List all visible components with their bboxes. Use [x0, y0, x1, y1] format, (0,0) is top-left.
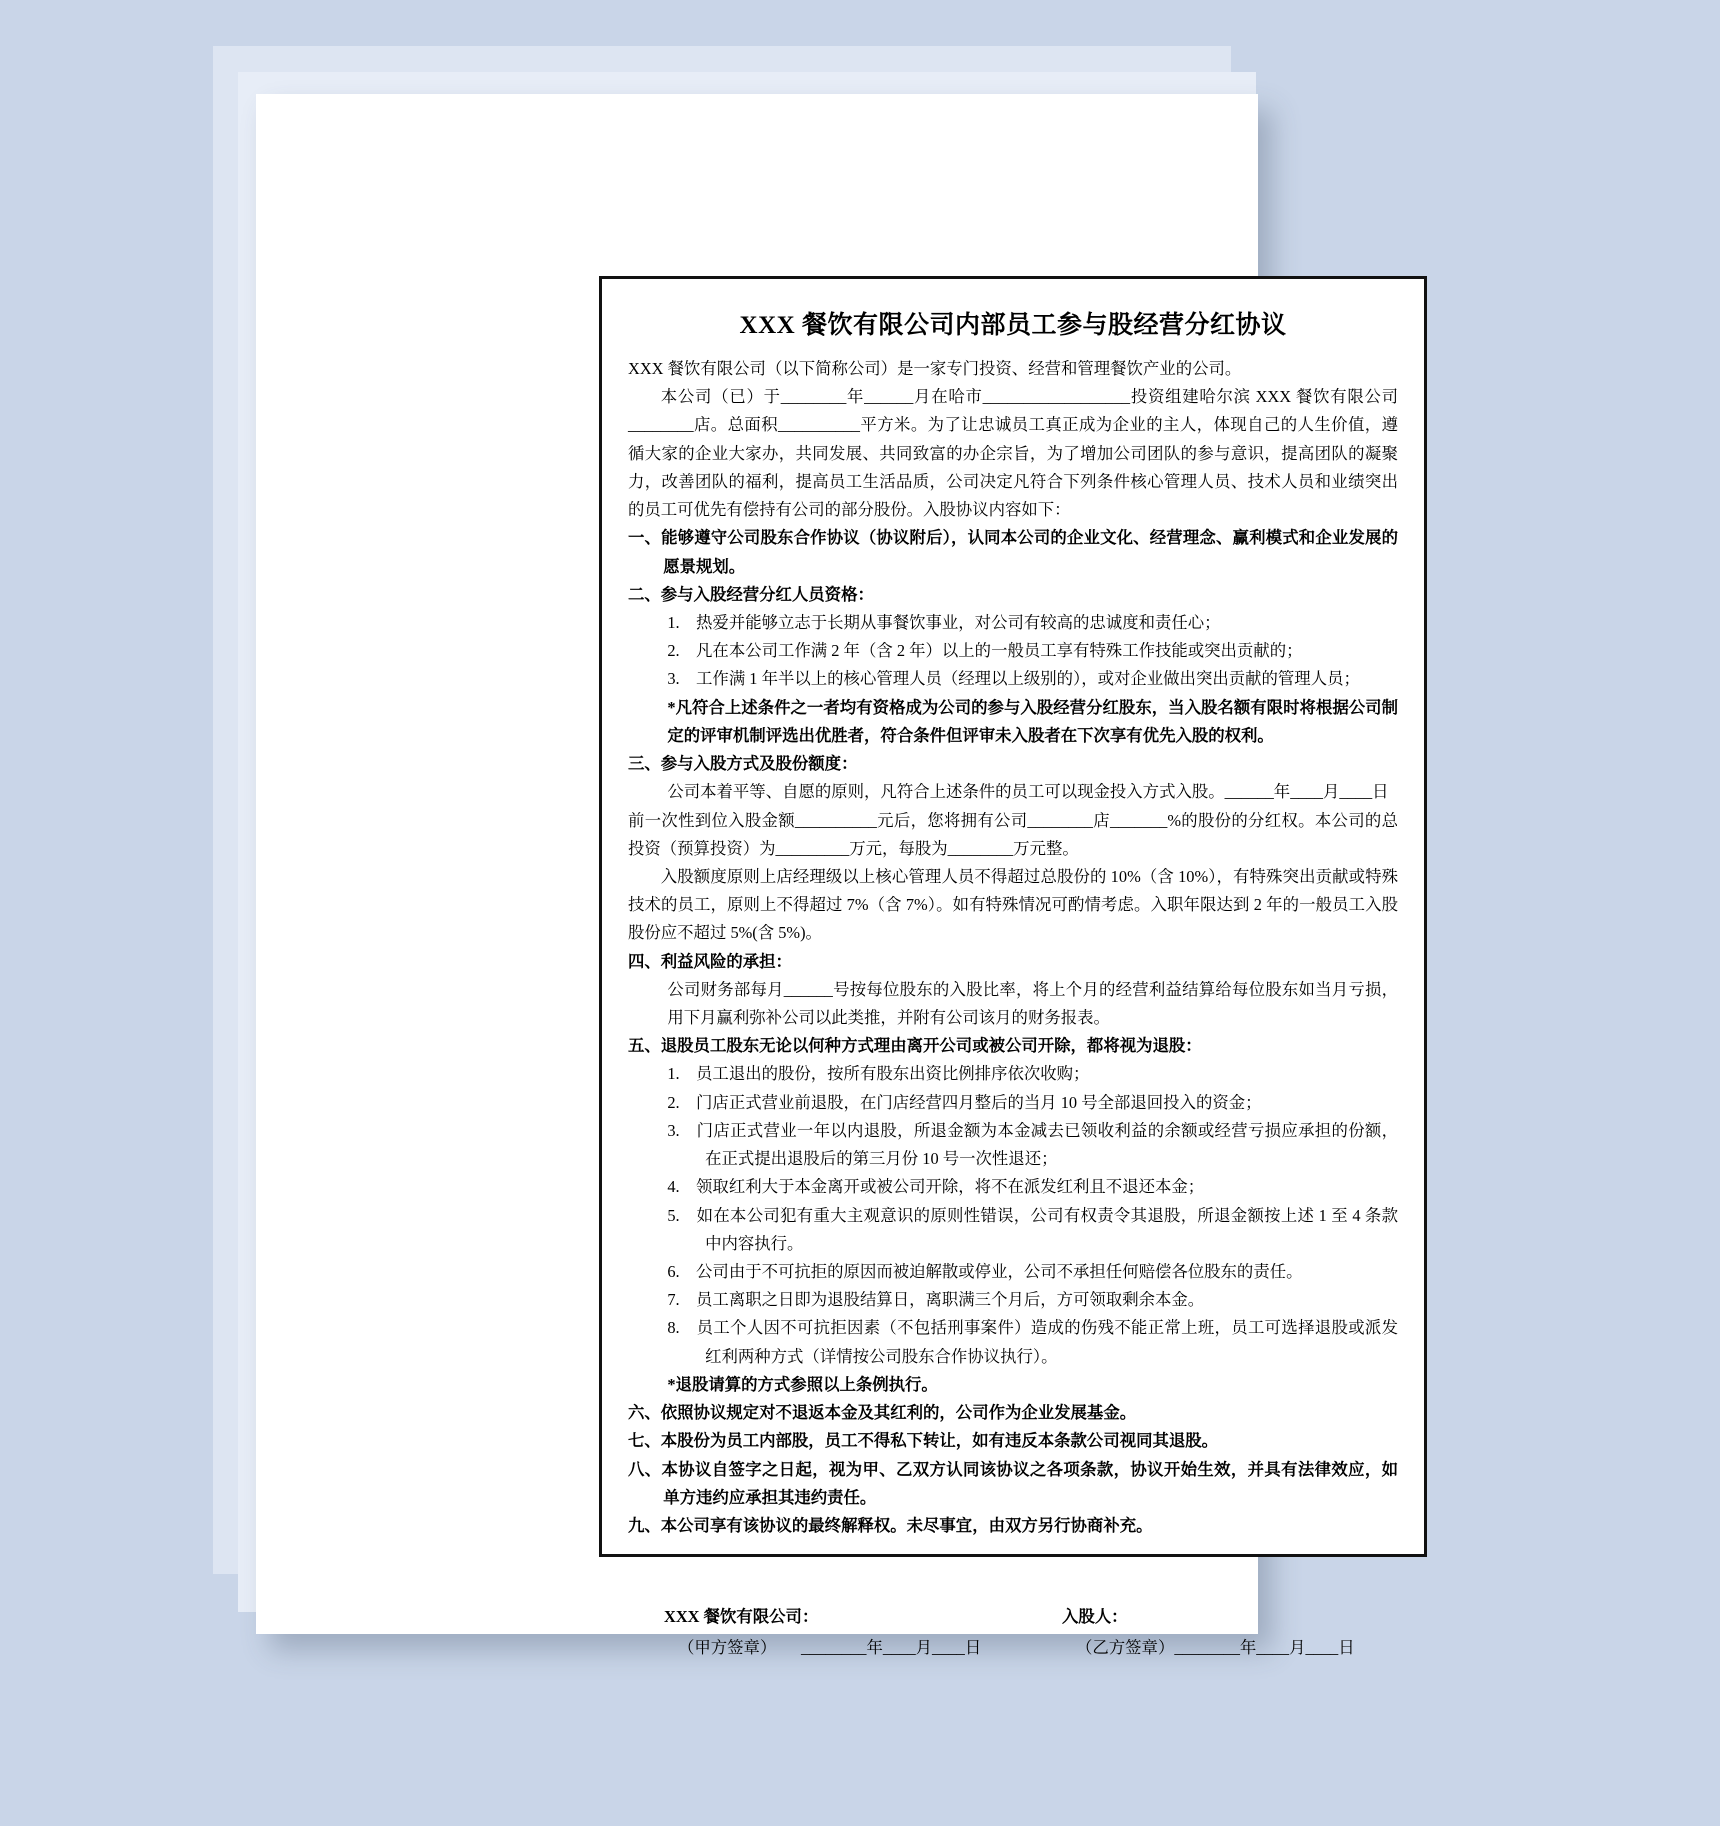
clause-6-text: 依照协议规定对不退返本金及其红利的，公司作为企业发展基金。 — [660, 1403, 1137, 1423]
party-b-name: 入股人： — [1062, 1607, 1128, 1627]
clause-2-subitem-1: 1. 热爱并能够立志于长期从事餐饮事业，对公司有较高的忠诚度和责任心； — [667, 612, 1221, 632]
party-a-date-blank[interactable]: ________年____月____日 — [800, 1637, 982, 1657]
clause-4 — [628, 948, 1398, 976]
clause-5-note: *退股请算的方式参照以上条例执行。 — [667, 1374, 938, 1394]
clause-9 — [628, 1512, 1398, 1540]
clause-4-paragraph-1: 公司财务部每月______号按每位股东的入股比率，将上个月的经营利益结算给每位股东如当月亏损，用下月赢利弥补公司以此类推，并附有公司该月的财务报表。 — [667, 979, 1398, 1028]
signature-seal-row — [664, 1633, 1398, 1663]
clause-5-subitem-8: 8. 员工个人因不可抗拒因素（不包括刑事案件）造成的伤残不能正常上班，员工可选择退股或派发红利两种方式（详情按公司股东合作协议执行）。 — [667, 1318, 1398, 1366]
clause-6-marker: 六、 — [628, 1403, 661, 1423]
signature-names-row — [664, 1602, 1398, 1632]
clause-5-marker: 五、 — [628, 1036, 661, 1056]
clause-2-text: 参与入股经营分红人员资格： — [660, 584, 874, 604]
document-body — [602, 279, 1424, 1657]
clause-9-marker: 九、 — [628, 1515, 661, 1535]
clause-3-text: 参与入股方式及股份额度： — [660, 754, 858, 774]
party-a-seal-label: （甲方签章） — [678, 1637, 777, 1657]
clause-5-subitem-2: 2. 门店正式营业前退股，在门店经营四月整后的当月 10 号全部退回投入的资金； — [667, 1092, 1262, 1112]
party-a-seal-line — [664, 1633, 1076, 1663]
clause-7-marker: 七、 — [628, 1431, 661, 1451]
clause-2-subitem-3: 3. 工作满 1 年半以上的核心管理人员（经理以上级别的），或对企业做出突出贡献的管理人员； — [667, 669, 1360, 689]
clause-4-text: 利益风险的承担： — [660, 951, 792, 971]
clause-3-paragraph-1: 公司本着平等、自愿的原则，凡符合上述条件的员工可以现金投入方式入股。______年____月____日 — [667, 782, 1389, 802]
clause-1-marker: 一、 — [628, 528, 662, 548]
clause-9-text: 本公司享有该协议的最终解释权。未尽事宜，由双方另行协商补充。 — [660, 1515, 1153, 1535]
clause-5-subitem-1: 1. 员工退出的股份，按所有股东出资比例排序依次收购； — [667, 1064, 1090, 1084]
clause-8-text: 本协议自签字之日起，视为甲、乙双方认同该协议之各项条款，协议开始生效，并具有法律效应，如单方违约应承担其违约责任。 — [661, 1459, 1399, 1507]
party-b-date-blank[interactable]: ________年____月____日 — [1174, 1637, 1355, 1657]
signature-block — [628, 1602, 1398, 1663]
intro-paragraph-2: 本公司（已）于________年______月在哈市__________________投资组建哈尔滨 XXX 餐饮有限公司________店。总面积__________平方米。为了让忠诚员工真正成为企业的主人，体现自己的人生价值，遵循大家的企业大家办，共同发展、共同致富的办企宗旨，为了增加公司团队的参与意识，提高团队的凝聚力，改善团队的福利，提高员工生活品质，公司决定凡符合下列条件核心管理人员、技术人员和业绩突出的员工可优先有偿持有公司的部分股份。入股协议内容如下： — [628, 387, 1398, 520]
clause-5-subitem-5: 5. 如在本公司犯有重大主观意识的原则性错误，公司有权责令其退股，所退金额按上述 1 至 4 条款中内容执行。 — [667, 1205, 1398, 1253]
clause-2-subitem-2: 2. 凡在本公司工作满 2 年（含 2 年）以上的一般员工享有特殊工作技能或突出贡献的； — [667, 641, 1303, 661]
party-b-seal-label: （乙方签章） — [1076, 1637, 1175, 1657]
clause-8-marker: 八、 — [628, 1459, 662, 1479]
clause-3 — [628, 750, 1398, 778]
clause-5-subitem-4: 4. 领取红利大于本金离开或被公司开除，将不在派发红利且不退还本金； — [667, 1177, 1205, 1197]
clause-3-marker: 三、 — [628, 754, 661, 774]
clause-1-text: 能够遵守公司股东合作协议（协议附后），认同本公司的企业文化、经营理念、赢利模式和企业发展的愿景规划。 — [661, 528, 1398, 576]
clause-6 — [628, 1399, 1398, 1427]
intro-paragraph-1: XXX 餐饮有限公司（以下简称公司）是一家专门投资、经营和管理餐饮产业的公司。 — [628, 359, 1242, 378]
clause-2-marker: 二、 — [628, 584, 661, 604]
clause-1 — [628, 524, 1398, 580]
clause-5-text: 退股员工股东无论以何种方式理由离开公司或被公司开除，都将视为退股： — [660, 1036, 1202, 1056]
clause-4-marker: 四、 — [628, 951, 661, 971]
clause-7 — [628, 1427, 1398, 1455]
clause-3-paragraph-2: 前一次性到位入股金额__________元后，您将拥有公司________店_______%的股份的分红权。本公司的总投资（预算投资）为_________万元，每股为________万元整。 — [628, 810, 1398, 858]
document-page — [256, 94, 1399, 1657]
clause-2 — [628, 581, 1398, 609]
clause-5-subitem-3: 3. 门店正式营业一年以内退股，所退金额为本金减去已领收利益的余额或经营亏损应承担的份额，在正式提出退股后的第三月份 10 号一次性退还； — [667, 1120, 1398, 1169]
clause-5 — [628, 1032, 1398, 1060]
document-border-frame — [599, 276, 1427, 1657]
party-b-seal-line — [1076, 1633, 1398, 1663]
clause-2-note: *凡符合上述条件之一者均有资格成为公司的参与入股经营分红股东，当入股名额有限时将根据公司制定的评审机制评选出优胜者，符合条件但评审未入股者在下次享有优先入股的权利。 — [667, 697, 1398, 745]
clause-3-paragraph-3: 入股额度原则上店经理级以上核心管理人员不得超过总股份的 10%（含 10%），有特殊突出贡献或特殊技术的员工，原则上不得超过 7%（含 7%）。如有特殊情况可酌情考虑。入职年限达到 2 年的一般员工入股股份应不超过 5%(含 5%)。 — [628, 866, 1398, 943]
clause-5-subitem-7: 7. 员工离职之日即为退股结算日，离职满三个月后，方可领取剩余本金。 — [667, 1290, 1205, 1310]
clause-5-subitem-6: 6. 公司由于不可抗拒的原因而被迫解散或停业，公司不承担任何赔偿各位股东的责任。 — [667, 1262, 1303, 1281]
party-a-name: XXX 餐饮有限公司： — [664, 1607, 819, 1627]
clause-8 — [628, 1456, 1398, 1512]
page-title: XXX 餐饮有限公司内部员工参与股经营分红协议 — [739, 312, 1287, 339]
clause-7-text: 本股份为员工内部股，员工不得私下转让，如有违反本条款公司视同其退股。 — [660, 1431, 1219, 1451]
